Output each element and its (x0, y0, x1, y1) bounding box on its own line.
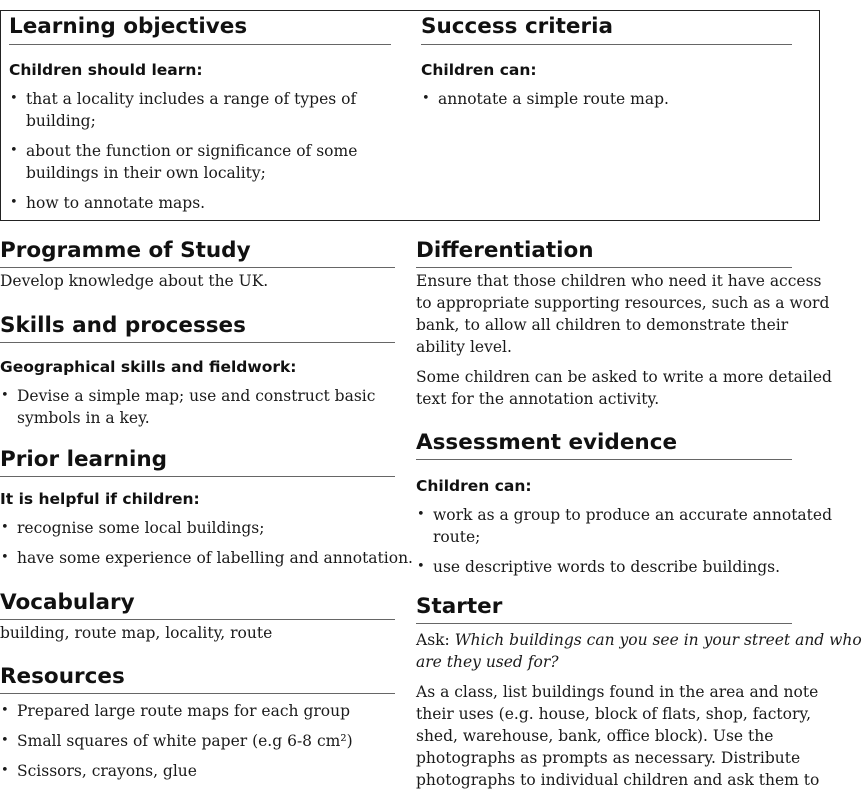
skills-list (0, 385, 395, 429)
list-item: • about the function or significance of some buildings in their own locality; (10, 142, 358, 182)
success-criteria-subtitle: Children can: (421, 61, 537, 79)
starter-heading: Starter (416, 593, 792, 624)
prior-learning-subtitle: It is helpful if children: (0, 490, 200, 508)
bullet-icon: • (1, 703, 9, 718)
programme-of-study-section (0, 237, 395, 292)
skills-heading: Skills and processes (0, 312, 395, 343)
vocabulary-text: building, route map, locality, route (0, 624, 273, 642)
learning-objectives-heading: Learning objectives (9, 13, 391, 45)
bullet-icon: • (10, 143, 18, 158)
bullet-icon: • (1, 763, 9, 778)
bullet-icon: • (1, 733, 9, 748)
starter-section (416, 593, 862, 789)
list-item: • annotate a simple route map. (422, 90, 669, 108)
learning-objectives-section (9, 13, 391, 214)
list-item: • Small squares of white paper (e.g 6-8 cm²) (1, 732, 353, 750)
bullet-icon: • (422, 91, 430, 106)
differentiation-paragraph-2: Some children can be asked to write a more detailed text for the annotation activity. (416, 368, 832, 408)
programme-of-study-heading: Programme of Study (0, 237, 395, 268)
vocabulary-section (0, 589, 395, 644)
prior-learning-list (0, 517, 413, 569)
learning-objectives-list (9, 88, 391, 214)
success-criteria-list (421, 88, 792, 110)
bullet-icon: • (10, 91, 18, 106)
resources-section (0, 663, 395, 782)
success-criteria-section (421, 13, 792, 110)
learning-objectives-subtitle: Children should learn: (9, 61, 203, 79)
bullet-icon: • (1, 388, 9, 403)
resources-heading: Resources (0, 663, 395, 694)
list-item: • how to annotate maps. (10, 194, 206, 212)
bullet-icon: • (1, 520, 9, 535)
assessment-evidence-section (416, 429, 832, 578)
assessment-evidence-heading: Assessment evidence (416, 429, 792, 460)
list-item: • have some experience of labelling and annotation. (1, 549, 413, 567)
differentiation-heading: Differentiation (416, 237, 792, 268)
bullet-icon: • (10, 195, 18, 210)
skills-section (0, 312, 395, 429)
assessment-evidence-list (416, 504, 832, 578)
programme-of-study-text: Develop knowledge about the UK. (0, 272, 269, 290)
assessment-evidence-subtitle: Children can: (416, 477, 532, 495)
list-item: • Devise a simple map; use and construct basic symbols in a key. (1, 387, 376, 427)
list-item: • Prepared large route maps for each group (1, 702, 351, 720)
resources-list (0, 700, 395, 782)
success-criteria-heading: Success criteria (421, 13, 792, 45)
list-item: • that a locality includes a range of types of building; (10, 90, 357, 130)
differentiation-section (416, 237, 832, 410)
bullet-icon: • (417, 559, 425, 574)
prior-learning-heading: Prior learning (0, 446, 395, 477)
list-item: • use descriptive words to describe buildings. (417, 558, 781, 576)
differentiation-paragraph-1: Ensure that those children who need it have access to appropriate supporting resources, such as a word bank, to allow all children to demonstrate their ability level. (416, 272, 830, 356)
list-item: • Scissors, crayons, glue (1, 762, 197, 780)
list-item: • work as a group to produce an accurate annotated route; (417, 506, 832, 546)
skills-subtitle: Geographical skills and fieldwork: (0, 358, 297, 376)
bullet-icon: • (417, 507, 425, 522)
vocabulary-heading: Vocabulary (0, 589, 395, 620)
bullet-icon: • (1, 550, 9, 565)
starter-paragraph: As a class, list buildings found in the area and note their uses (e.g. house, block of flats, shop, factory, shed, warehouse, bank, office block). Use the photographs as prompts as necessary. Distribute photographs to individual children and ask them to (416, 683, 820, 789)
prior-learning-section (0, 446, 413, 569)
list-item: • recognise some local buildings; (1, 519, 265, 537)
starter-ask: Ask: Which buildings can you see in your street and who are they used for? (416, 631, 862, 671)
